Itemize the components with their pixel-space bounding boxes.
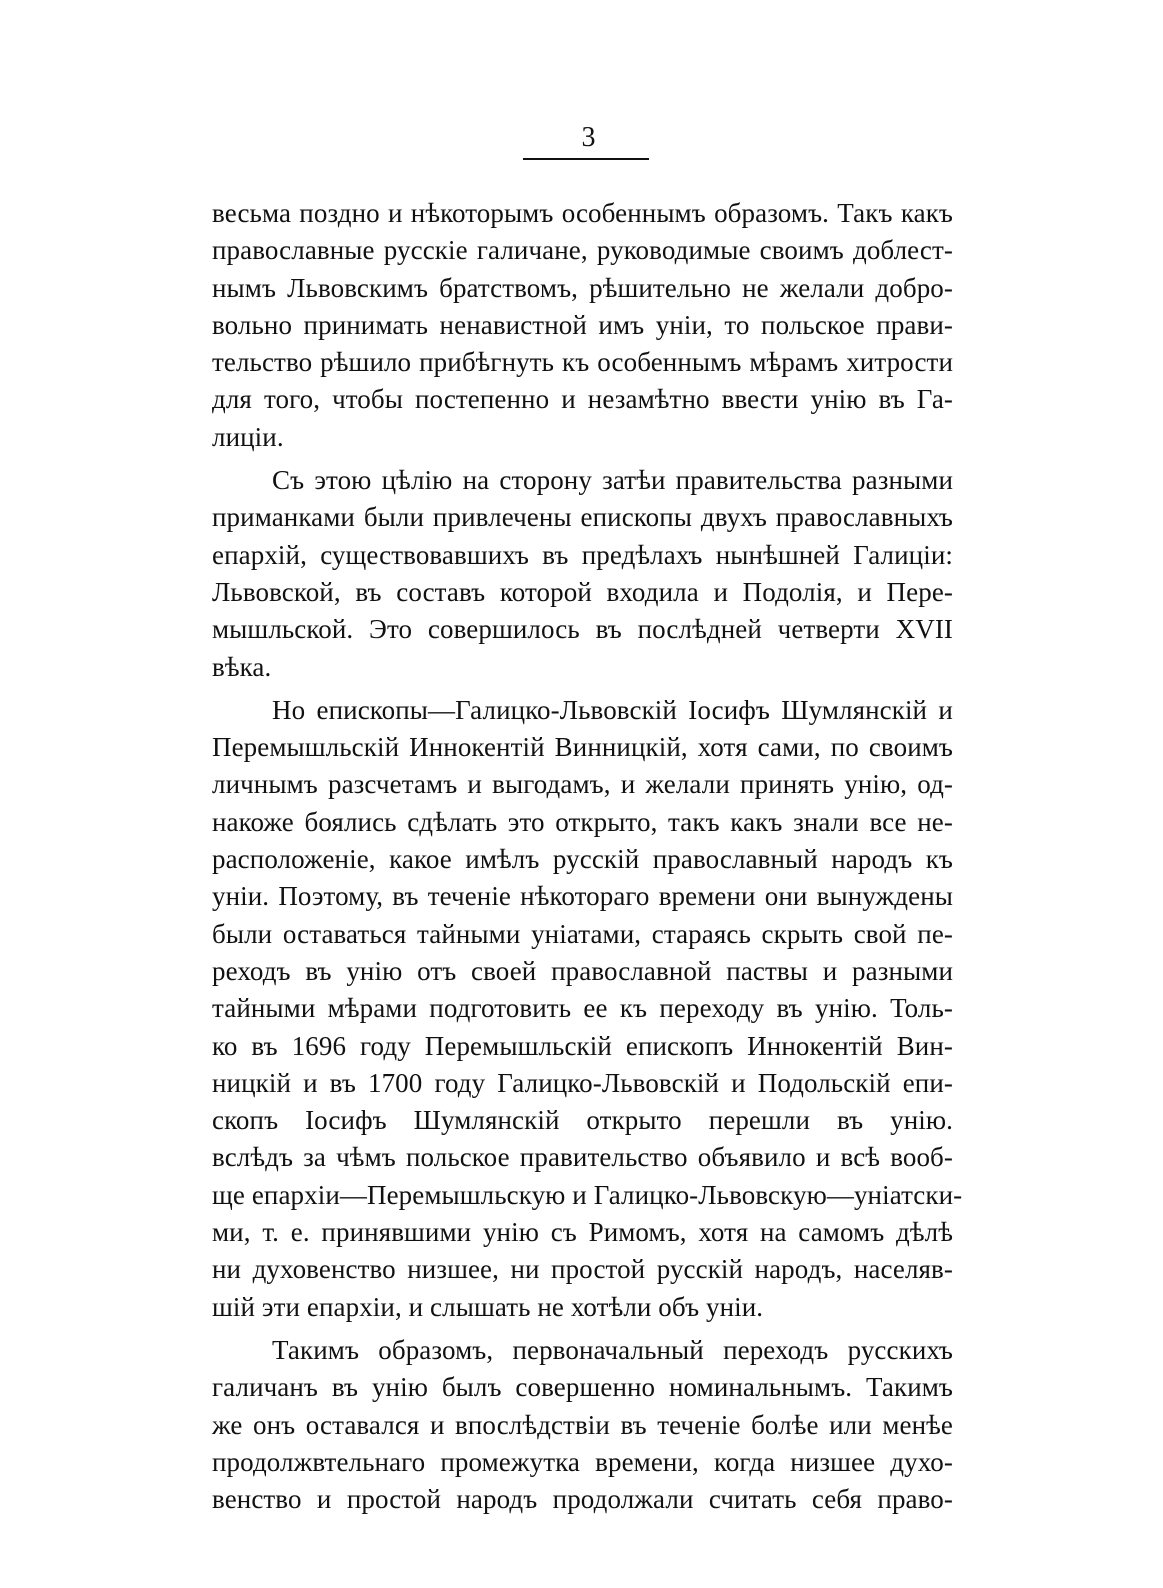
text-line: Перемышльскій Иннокентій Винницкій, хотя сами, по своимъ [212,732,953,763]
text-line: лиціи. [212,421,284,452]
text-line: уніи. Поэтому, въ теченіе нѣкотораго времени они вынуждены [212,881,953,912]
paragraph [212,195,953,456]
body-text [212,195,963,1518]
text-line: ще епархіи—Перемышльскую и Галицко-Львовскую—уніатски- [212,1179,963,1210]
text-line: ни духовенство низшее, ни простой русскій народъ, населяв- [212,1254,953,1285]
text-line: расположеніе, какое имѣлъ русскій православный народъ къ [212,844,953,875]
text-line: венство и простой народъ продолжали считать себя право- [212,1484,953,1515]
text-line: мышльской. Это совершилось въ послѣдней четверти XVII [212,614,953,645]
text-line: галичанъ въ унію былъ совершенно номинальнымъ. Такимъ [212,1372,953,1403]
text-line: вольно принимать ненавистной имъ уніи, то польское прави- [212,309,953,340]
paragraph [212,692,963,1326]
text-line: ко въ 1696 году Перемышльскій епископъ Иннокентій Вин- [212,1030,953,1061]
page-number: 3 [581,122,596,153]
text-line: реходъ въ унію отъ своей православной паствы и разными [212,955,953,986]
text-line: Но епископы—Галицко-Львовскій Іосифъ Шумлянскій и [272,694,953,725]
text-line: весьма поздно и нѣкоторымъ особеннымъ образомъ. Такъ какъ [212,198,953,228]
text-line: ницкій и въ 1700 году Галицко-Львовскій и Подольскій епи- [212,1067,953,1098]
text-line: православные русскіе галичане, руководимые своимъ доблест- [212,235,953,266]
paragraph [212,462,953,686]
text-line: нымъ Львовскимъ братствомъ, рѣшительно не желали добро- [212,272,953,303]
text-line: Львовской, въ составъ которой входила и Подолія, и Пере- [212,576,953,607]
text-line: вслѣдъ за чѣмъ польское правительство объявило и всѣ вооб- [212,1142,953,1173]
text-line: же онъ оставался и впослѣдствіи въ теченіе болѣе или менѣе [212,1409,953,1440]
text-line: для того, чтобы постепенно и незамѣтно ввести унію въ Га- [212,384,953,415]
text-line: были оставаться тайными уніатами, стараясь скрыть свой пе- [212,918,953,949]
text-line: тайными мѣрами подготовить ее къ переходу въ унію. Толь- [212,993,953,1024]
text-line: приманками были привлечены епископы двухъ православныхъ [212,502,953,533]
header-rule [523,158,649,160]
text-line: вѣка. [212,651,272,682]
text-line: Съ этою цѣлію на сторону затѣи правительства разными [272,465,953,496]
text-line: шій эти епархіи, и слышать не хотѣли объ уніи. [212,1291,764,1322]
paragraph [212,1332,953,1518]
text-line: продолжвтельнаго промежутка времени, когда низшее духо- [212,1446,953,1477]
text-line: тельство рѣшило прибѣгнуть къ особеннымъ мѣрамъ хитрости [212,347,953,378]
text-line: накоже боялись сдѣлать это открыто, такъ какъ знали все не- [212,806,953,837]
text-line: Такимъ образомъ, первоначальный переходъ русскихъ [272,1334,953,1365]
text-line: скопъ Іосифъ Шумлянскій открыто перешли въ унію. [212,1105,953,1136]
text-line: личнымъ разсчетамъ и выгодамъ, и желали принять унію, од- [212,769,953,800]
text-line: ми, т. е. принявшими унію съ Римомъ, хотя на самомъ дѣлѣ [212,1217,953,1248]
text-line: епархій, существовавшихъ въ предѣлахъ нынѣшней Галиціи: [212,539,953,570]
